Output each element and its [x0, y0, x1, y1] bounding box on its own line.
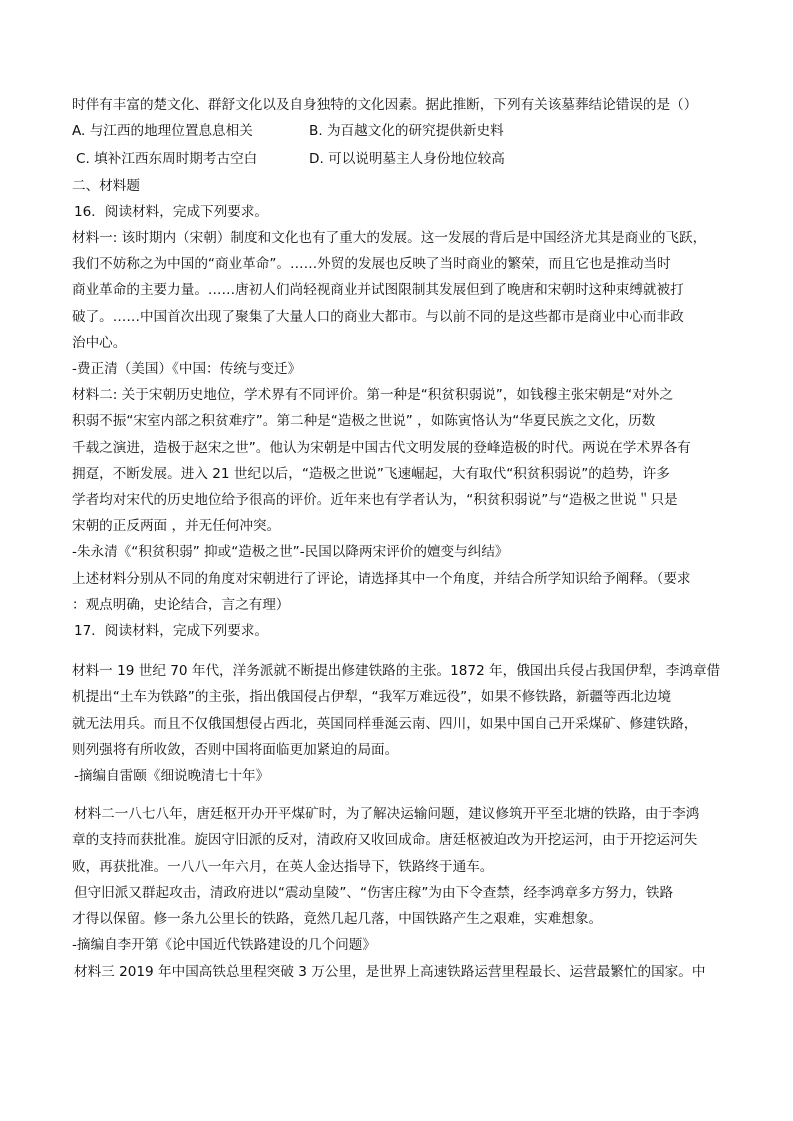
- q16-source-2: -朱永清《“积贫积弱” 抑或“造极之世”-民国以降两宋评价的嬗变与纠结》: [72, 544, 509, 561]
- q16-m2-line: 拥趸，不断发展。进入 21 世纪以后，“造极之世说”飞速崛起，大有取代“积贫积弱说”的趋势，许多: [72, 465, 670, 482]
- q16-task-line: ：观点明确，史论结合，言之有理）: [72, 596, 290, 613]
- q15-stem-tail: 时伴有丰富的楚文化、群舒文化以及自身独特的文化因素。据此推断，下列有关该墓葬结论错误的是（）: [72, 97, 698, 113]
- q16-material-2: [72, 382, 722, 539]
- q16-m2-line: 宋朝的正反两面 ，并无任何冲突。: [72, 518, 281, 535]
- q15-options-row-2: [72, 146, 722, 172]
- q16-m2-line: 积弱不振“宋室内部之积贫难疗”。第二种是“造极之世说” ，如陈寅恪认为“华夏民族之文化，历数: [72, 413, 656, 430]
- q16-m1-line: 治中心。: [72, 334, 127, 351]
- q17-m2-line: 章的支持而获批准。旋因守旧派的反对，清政府又收回成命。唐廷枢被迫改为开挖运河，由于开挖运河失: [72, 832, 698, 849]
- section-title: 二、材料题: [72, 177, 140, 194]
- q16-prompt: 16．阅读材料，完成下列要求。: [74, 203, 269, 220]
- q16-task-line: 上述材料分别从不同的角度对宋朝进行了评论，请选择其中一个角度，并结合所学知识给予阐释。（要求: [72, 570, 691, 587]
- q17-material-3: 材料三 2019 年中国高铁总里程突破 3 万公里，是世界上高速铁路运营里程最长、运营最繁忙的国家。中: [74, 963, 706, 980]
- q17-m2-line: 但守旧派又群起攻击，清政府进以“震动皇陵”、“伤害庄稼”为由下令查禁，经李鸿章多方努力，铁路: [74, 884, 674, 901]
- q15-option-c[interactable]: C. 填补江西东周时期考古空白: [76, 151, 258, 168]
- q17-m1-line: 则列强将有所收敛，否则中国将面临更加紧迫的局面。: [72, 741, 399, 758]
- q17-m1-line: 材料一 19 世纪 70 年代，洋务派就不断提出修建铁路的主张。1872 年，俄国出兵侵占我国伊犁，李鸿章借: [72, 663, 721, 680]
- q15-option-b[interactable]: B. 为百越文化的研究提供新史料: [309, 123, 504, 140]
- q16-source-1: -费正清（美国）《中国：传统与变迁》: [72, 361, 302, 378]
- q15-option-a[interactable]: A. 与江西的地理位置息息相关: [72, 123, 253, 140]
- exam-page: [72, 92, 722, 985]
- q16-m2-line: 千载之演进，造极于赵宋之世”。他认为宋朝是中国古代文明发展的登峰造极的时代。两说在学术界各有: [72, 439, 691, 456]
- q17-m1-line: 就无法用兵。而且不仅俄国想侵占西北，英国同样垂涎云南、四川，如果中国自己开采煤矿、修建铁路，: [72, 715, 698, 732]
- q15-options-row-1: [72, 118, 722, 144]
- q16-m2-line: 学者均对宋代的历史地位给予很高的评价。近年来也有学者认为，“积贫积弱说”与“造极之世说＂只是: [72, 492, 678, 509]
- q16-task: [72, 566, 722, 618]
- q17-material-2: [72, 801, 722, 932]
- q17-m2-line: 材料二一八七八年，唐廷枢开办开平煤矿时，为了解决运输问题，建议修筑开平至北塘的铁路，由于李鸿: [74, 806, 700, 823]
- q16-material-1: [72, 225, 722, 356]
- q16-m2-line: 材料二: 关于宋朝历史地位，学术界有不同评价。第一种是“积贫积弱说”，如钱穆主张宋朝是“对外之: [72, 387, 673, 404]
- q17-m1-line: 机提出“土车为铁路”的主张，指出俄国侵占伊犁，“我军万难远役”，如果不修铁路，新疆等西北边境: [72, 689, 672, 706]
- q16-m1-line: 我们不妨称之为中国的“商业革命”。……外贸的发展也反映了当时商业的繁荣，而且它也是推动当时: [72, 256, 671, 273]
- q16-m1-line: 材料一: 该时期内（宋朝）制度和文化也有了重大的发展。这一发展的背后是中国经济尤其是商业的飞跃，: [72, 230, 707, 247]
- q15-option-d[interactable]: D. 可以说明墓主人身份地位较高: [309, 151, 505, 168]
- q17-material-1: [72, 658, 722, 763]
- q17-m2-line: 才得以保留。修一条九公里长的铁路，竟然几起几落，中国铁路产生之艰难，实难想象。: [72, 911, 603, 928]
- q17-source-1: -摘编自雷颐《细说晚清七十年》: [74, 768, 270, 785]
- q16-m1-line: 商业革命的主要力量。……唐初人们尚轻视商业并试图限制其发展但到了晚唐和宋朝时这种束缚就被打: [72, 282, 684, 299]
- q17-prompt: 17．阅读材料，完成下列要求。: [74, 623, 269, 640]
- q17-m2-line: 败，再获批准。一八八一年六月，在英人金达指导下，铁路终于通车。: [72, 858, 494, 875]
- q16-m1-line: 破了。……中国首次出现了聚集了大量人口的商业大都市。与以前不同的是这些都市是商业中心而非政: [72, 308, 684, 325]
- q17-source-2: -摘编自李开第《论中国近代铁路建设的几个问题》: [72, 937, 376, 954]
